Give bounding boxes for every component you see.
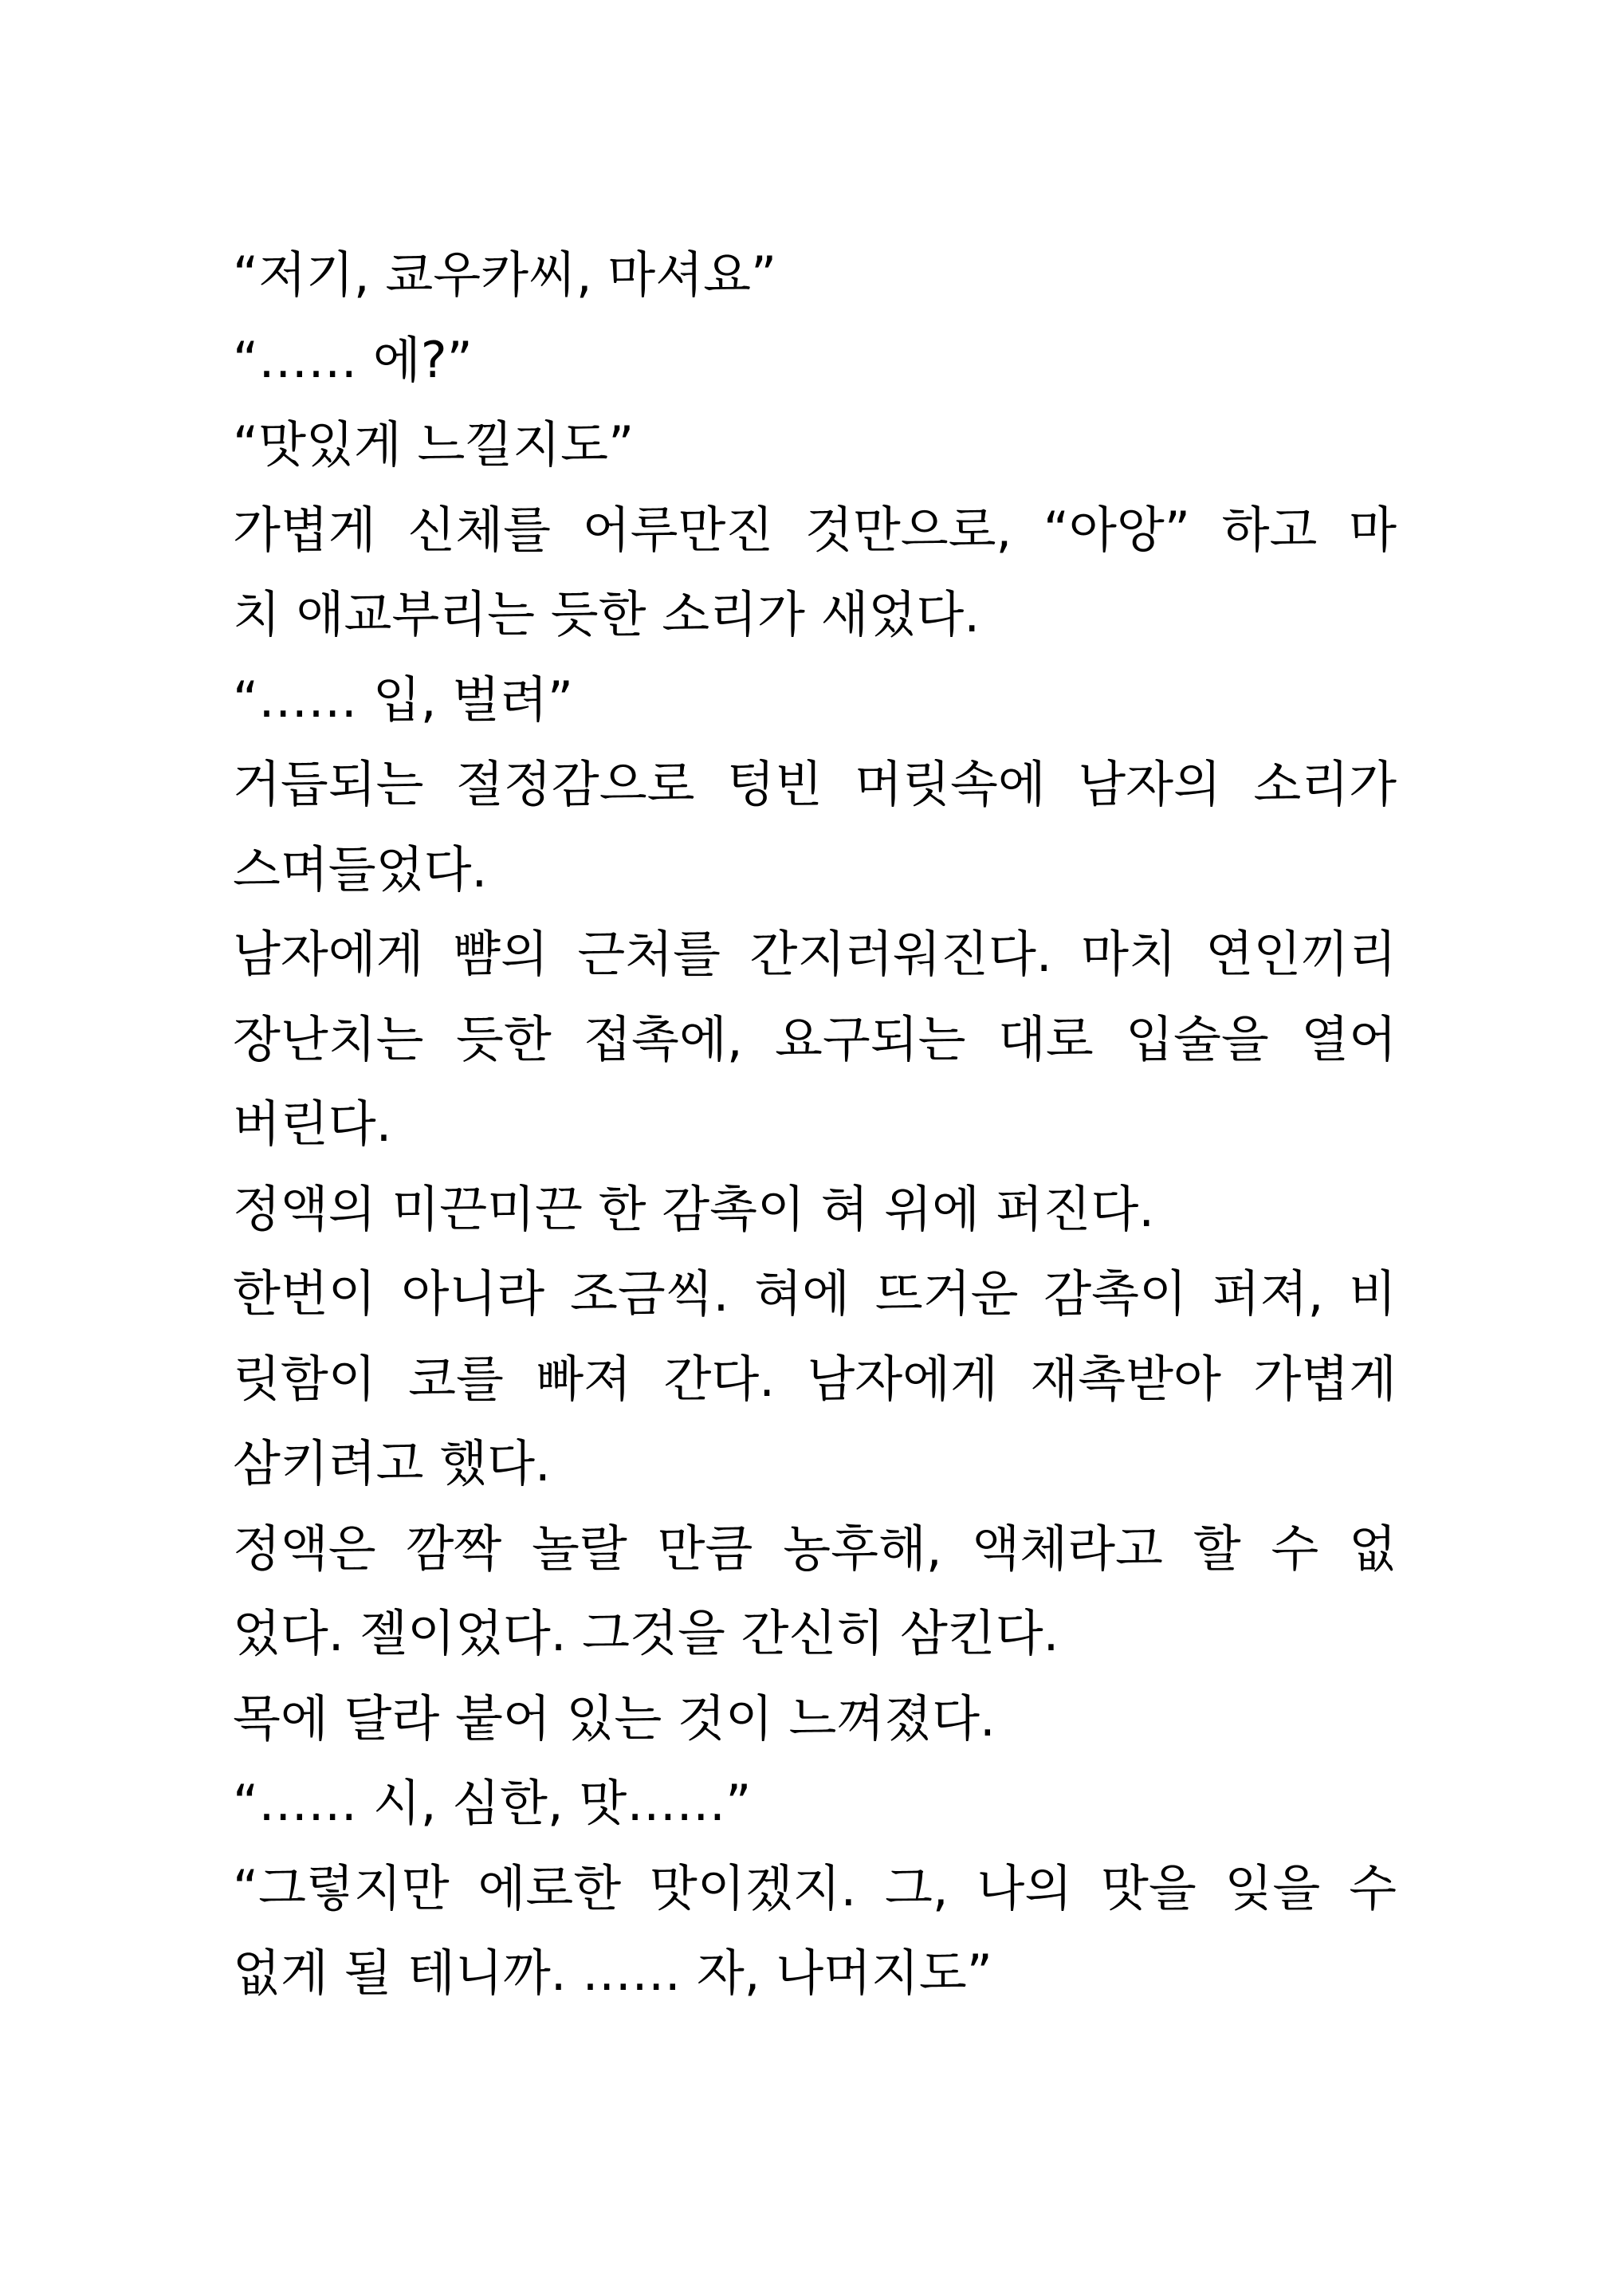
text-line-18: 목에 달라 붙어 있는 것이 느껴졌다. <box>233 1689 996 1748</box>
text-line-11: 버린다. <box>233 1095 392 1153</box>
text-line-7: 거듭되는 절정감으로 텅빈 머릿속에 남자의 소리가 <box>233 755 1397 813</box>
text-line-17: 었다. 젤이었다. 그것을 간신히 삼킨다. <box>233 1604 1059 1662</box>
text-line-3: “맛있게 느낄지도” <box>233 415 635 474</box>
text-line-2: “…… 에?” <box>233 330 473 389</box>
text-line-15: 삼키려고 했다. <box>233 1434 551 1492</box>
text-line-6: “…… 입, 벌려” <box>233 670 574 729</box>
text-line-9: 남자에게 뺨의 근처를 간지러워진다. 마치 연인끼리 <box>233 925 1397 983</box>
text-line-21: 없게 될 테니까. …… 자, 나머지도” <box>233 1944 992 2002</box>
text-line-8: 스며들었다. <box>233 839 488 898</box>
text-line-1: “저기, 쿄우카씨, 마셔요” <box>233 246 777 304</box>
text-line-12: 정액의 미끈미끈 한 감촉이 혀 위에 퍼진다. <box>233 1179 1155 1238</box>
text-line-16: 정액은 깜짝 놀랄 만큼 농후해, 액체라고 할 수 없 <box>233 1519 1397 1578</box>
text-line-20: “그렇지만 에로한 맛이겠지. 그, 나의 맛을 잊을 수 <box>233 1858 1397 1917</box>
body-text <box>233 233 1397 2016</box>
text-line-14: 릿함이 코를 빠져 간다. 남자에게 재촉받아 가볍게 <box>233 1349 1397 1408</box>
text-line-4: 가볍게 신체를 어루만진 것만으로, “아앙” 하고 마 <box>233 500 1397 559</box>
text-line-5: 치 애교부리는 듯한 소리가 새었다. <box>233 585 980 643</box>
text-line-10: 장난치는 듯한 접촉에, 요구되는 대로 입술을 열어 <box>233 1009 1397 1068</box>
text-line-19: “…… 시, 심한, 맛……” <box>233 1774 752 1832</box>
text-line-13: 한번이 아니라 조금씩. 혀에 뜨거운 감촉이 퍼져, 비 <box>233 1264 1397 1323</box>
